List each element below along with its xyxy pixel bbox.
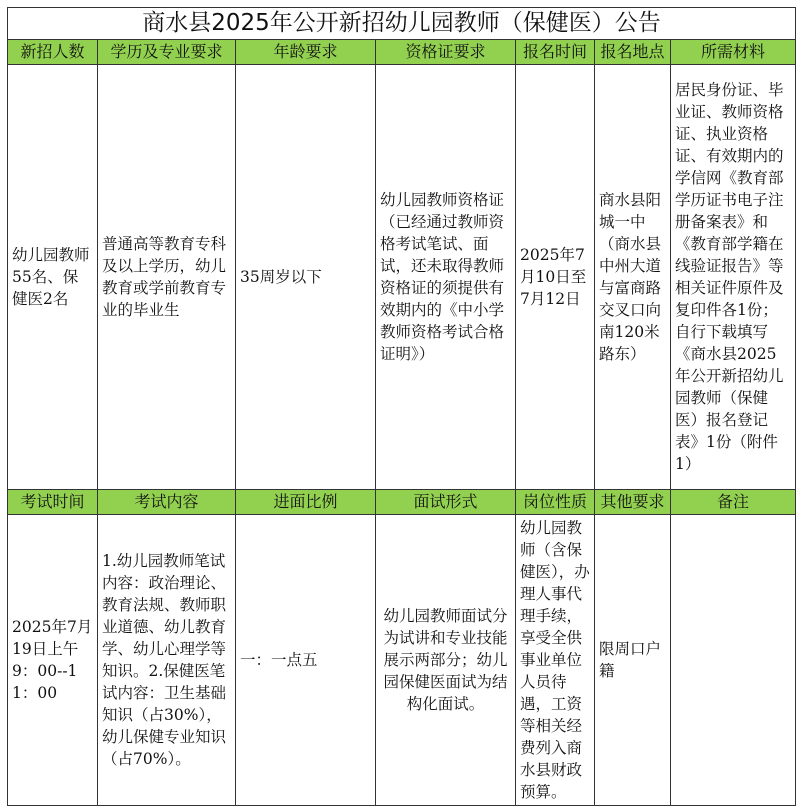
header-cell: 报名时间 (516, 40, 595, 65)
header-cell: 学历及专业要求 (98, 40, 236, 65)
header-row-2 (8, 490, 796, 515)
remarks (671, 515, 796, 806)
interview-format: 幼儿园教师面试分为试讲和专业技能展示两部分；幼儿园保健医面试为结构化面试。 (376, 515, 516, 806)
header-cell: 岗位性质 (516, 490, 595, 515)
exam-time: 2025年7月19日上午9：00--11：00 (8, 515, 98, 806)
recruit-count: 幼儿园教师55名、保健医2名 (8, 65, 98, 490)
header-cell: 报名地点 (595, 40, 671, 65)
header-cell: 其他要求 (595, 490, 671, 515)
header-cell: 考试时间 (8, 490, 98, 515)
table-row (8, 65, 796, 490)
registration-location: 商水县阳城一中（商水县中州大道与富商路交叉口向南120米路东） (595, 65, 671, 490)
header-cell: 新招人数 (8, 40, 98, 65)
header-cell: 资格证要求 (376, 40, 516, 65)
header-cell: 备注 (671, 490, 796, 515)
position-nature: 幼儿园教师（含保健医），办理人事代理手续，享受全供事业单位人员待遇，工资等相关经费列入商水县财政预算。 (516, 515, 595, 806)
header-cell: 面试形式 (376, 490, 516, 515)
other-requirements: 限周口户籍 (595, 515, 671, 806)
announcement-table (7, 7, 796, 806)
table-row (8, 515, 796, 806)
header-cell: 所需材料 (671, 40, 796, 65)
education-requirement: 普通高等教育专科及以上学历，幼儿教育或学前教育专业的毕业生 (98, 65, 236, 490)
exam-content: 1.幼儿园教师笔试内容：政治理论、教育法规、教师职业道德、幼儿教育学、幼儿心理学等知识。2.保健医笔试内容：卫生基础知识（占30%），幼儿保健专业知识（占70%）。 (98, 515, 236, 806)
header-cell: 年龄要求 (236, 40, 376, 65)
page-title: 商水县2025年公开新招幼儿园教师（保健医）公告 (8, 8, 796, 40)
age-requirement: 35周岁以下 (236, 65, 376, 490)
header-cell: 进面比例 (236, 490, 376, 515)
certificate-requirement: 幼儿园教师资格证（已经通过教师资格考试笔试、面试，还未取得教师资格证的须提供有效期内的《中小学教师资格考试合格证明》） (376, 65, 516, 490)
registration-time: 2025年7月10日至7月12日 (516, 65, 595, 490)
header-row-1 (8, 40, 796, 65)
interview-ratio: 一：一点五 (236, 515, 376, 806)
header-cell: 考试内容 (98, 490, 236, 515)
required-materials: 居民身份证、毕业证、教师资格证、执业资格证、有效期内的学信网《教育部学历证书电子注册备案表》和《教育部学籍在线验证报告》等相关证件原件及复印件各1份；自行下载填写《商水县2025年公开新招幼儿园教师（保健医）报名登记表》1份（附件1） (671, 65, 796, 490)
